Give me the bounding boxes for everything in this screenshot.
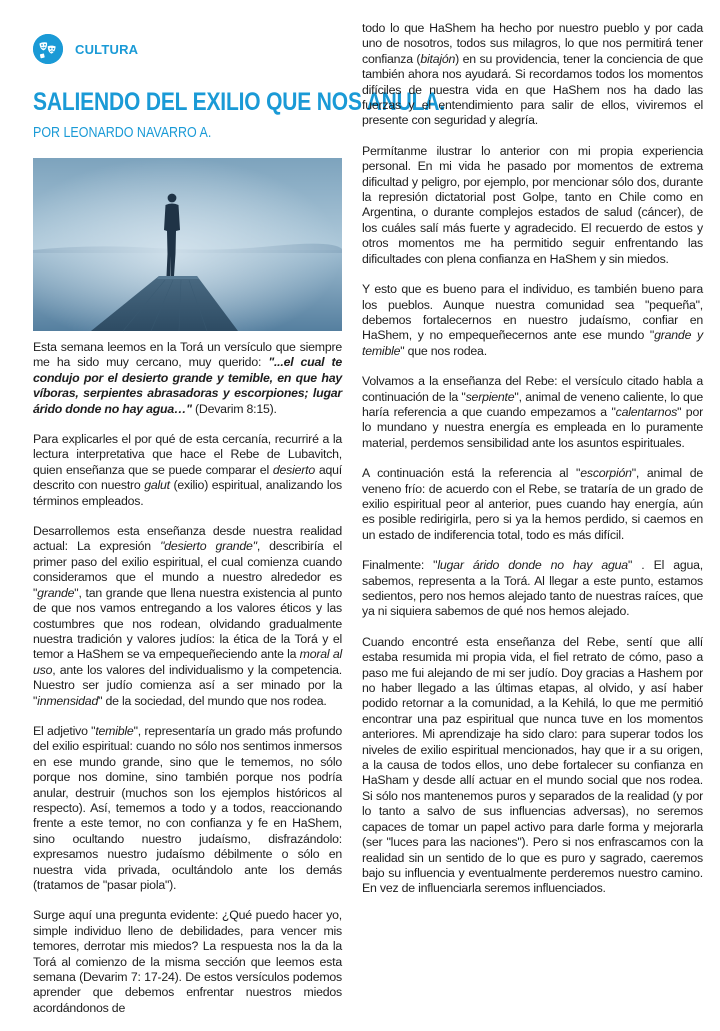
paragraph-7: Y esto que es bueno para el individuo, es también bueno para los pueblos. Aunque nuestra comunidad sea "pequeña", debemos fortalecernos en nuestro judaísmo, confiar en HaShem, y no empequeñecernos ante ese mundo "grande y temible" que nos rodea. xyxy=(362,282,703,358)
article-photo xyxy=(33,158,342,331)
paragraph-3: Desarrollemos esta enseñanza desde nuestra realidad actual: La expresión "desierto grande", describiría el primer paso del exilio espiritual, el cual comienza cuando consideramos que el mundo a nuestro alrededor es "grande", tan grande que llena nuestra existencia al punto de que nos vamos entregando a los valores éticos y las costumbres que nos rodean, olvidando gradualmente nuestra tradición y valores judíos: la ética de la Torá y el temor a HaShem se va empequeñeciendo ante la moral al uso, ante los valores del individualismo y la competencia. Nuestro ser judío comienza así a ser minado por la "inmensidad" de la sociedad, del mundo que nos rodea. xyxy=(33,524,342,708)
section-label: CULTURA xyxy=(75,41,139,57)
paragraph-8: Volvamos a la enseñanza del Rebe: el versículo citado habla a continuación de la "serpiente", animal de veneno caliente, lo que haría referencia a que cuando empezamos a "calentarnos" por lo mundano y nuestra energía es empleada en lo puramente material, perdemos sensibilidad ante los asuntos espirituales. xyxy=(362,374,703,450)
paragraph-10: Finalmente: "lugar árido donde no hay agua" . El agua, sabemos, representa a la Torá. Al llegar a este punto, estamos sedientos, pero nos hemos alejado tanto de nuestras raíces, que ya ni siquiera sabemos de qué nos hemos alejado. xyxy=(362,558,704,619)
paragraph-5: Surge aquí una pregunta evidente: ¿Qué puedo hacer yo, simple individuo lleno de debilidades, para vencer mis temores, derrotar mis miedos? La respuesta nos la da la Torá al comienzo de la misma sección que leemos esta semana (Devarim 7: 17-24). De estos versículos podemos aprender que debemos enfrentar nuestros miedos acordándonos de xyxy=(33,908,342,1015)
paragraph-9: A continuación está la referencia al "escorpión", animal de veneno frío: de acuerdo con el Rebe, se trataría de un grado de exilio espiritual peor al anterior, pues cuando hay energía, aún es posible redirigirla, pero si ya la hemos perdido, si caemos en un estado de indiferencia total, todo es más difícil. xyxy=(362,466,703,542)
article-column-right xyxy=(362,21,703,912)
paragraph-2: Para explicarles el por qué de esta cercanía, recurriré a la lectura interpretativa que hace el Rebe de Lubavitch, quien enseñanza que se puede comparar el desierto aquí descrito con nuestro galut (exilio) espiritual, analizando los términos empleados. xyxy=(33,432,342,508)
article-title: SALIENDO DEL EXILIO QUE NOS ANULA. xyxy=(33,88,445,116)
paragraph-11: Cuando encontré esta enseñanza del Rebe, sentí que allí estaba resumida mi propia vida, el fiel retrato de cómo, paso a paso me fui alejando de mi ser judío. Doy gracias a Hashem por no haber llegado a las últimas etapas, al olvido, y así haber podido retornar a la comunidad, a la Kehilá, lo que me permitió encontrar una paz espiritual que nunca tuve en los momentos anteriores. Mi aprendizaje ha sido claro: para superar todos los niveles de exilio espiritual mencionados, hay que ir a su origen, a la causa de todos ellos, uno debe fortalecer su confianza en HaSham y desde allí actuar en el mundo social que nos rodea. Si sólo nos mantenemos puros y separados de la realidad (y por lo tanto a salvo de sus influencias adversas), no seremos capaces de tomar un papel activo para darle forma y mejorarla (ser "luces para las naciones"). Pero si nos enfrascamos con la realidad sin un sentido de lo que es puro y sagrado, caeremos bajo su influencia y eventualmente perderemos nuestro camino. En vez de influenciarla seremos influenciados. xyxy=(362,634,703,896)
article-byline: POR LEONARDO NAVARRO A. xyxy=(33,125,212,141)
verse-quote: "...el cual te condujo por el desierto grande y temible, en que hay víboras, serpientes abrasadoras y escorpiones; lugar árido donde no hay agua…" xyxy=(33,355,343,416)
paragraph-6: Permítanme ilustrar lo anterior con mi propia experiencia personal. En mi vida he pasado por momentos de extrema dificultad y peligro, por ejemplo, por mencionar sólo dos, durante la represión dictatorial post Golpe, tanto en Chile como en Argentina, o durante complejos estados de salud (cáncer), de los cuáles salí más fuerte y agradecido. El recuerdo de estos y otros momentos me ha permitido seguir enfrentando las dificultades con plena confianza en HaShem y sin miedos. xyxy=(362,143,703,266)
section-header xyxy=(33,34,138,64)
article-column-left xyxy=(33,340,342,1031)
paragraph-4: El adjetivo "temible", representaría un grado más profundo del exilio espiritual: cuando no sólo nos sentimos inmersos en ese mundo grande, sino que le tememos, no sólo porque nos domine, sino también porque nos podría anular, destruir (muchos son los ejemplos históricos al respecto). Así, tememos a todo y a todos, reaccionando frente a este temor, no con confianza y fe en HaShem, sino ocultando nuestro judaísmo, disfrazándolo: expresamos nuestro judaísmo débilmente o sólo en nuestra vida privada, ocultándolo ante los demás (tratamos de "pasar piola"). xyxy=(33,723,342,892)
paragraph-5-continued: todo lo que HaShem ha hecho por nuestro pueblo y por cada uno de nosotros, todos sus milagros, lo que nos permitirá tener confianza (bitajón) en su providencia, tener la conciencia de que también ahora nos ayudará. Si recordamos todos los momentos difíciles de nuestra vida en que HaShem nos ha dado las fuerzas y el entendimiento para salir de ellos, viviremos el presente con seguridad y alegría. xyxy=(362,21,703,128)
paragraph-1: Esta semana leemos en la Torá un versículo que siempre me ha sido muy cercano, muy querido: "...el cual te condujo por el desierto grande y temible, en que hay víboras, serpientes abrasadoras y escorpiones; lugar árido donde no hay agua…" (Devarim 8:15). xyxy=(33,340,343,416)
theater-masks-icon xyxy=(33,34,63,64)
